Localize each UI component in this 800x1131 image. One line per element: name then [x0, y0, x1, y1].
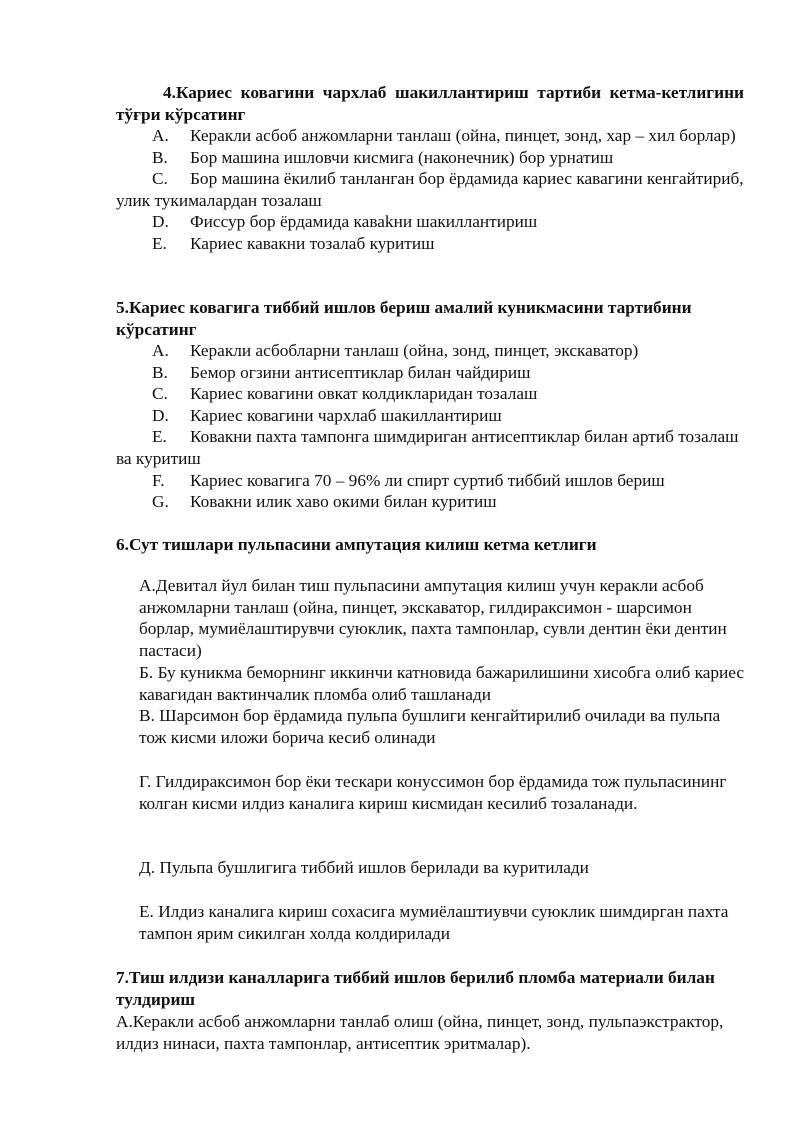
option-letter: B.	[152, 362, 168, 382]
option-item	[116, 125, 744, 147]
question-6-step-d: Д. Пульпа бушлигига тиббий ишлов берилади ва куритилади	[139, 858, 589, 877]
question-6-step-a: А.Девитал йул билан тиш пульпасини ампутация килиш учун керакли асбоб анжомларни танлаш (ойна, пинцет, экскаватор, гилдираксимон - шарсимон борлар, мумиёлаштирувчи суюклик, пахта тампонлар, сувли дентин ёки дентин пастаси)	[139, 576, 727, 660]
question-6-step-b: Б. Бу куникма беморнинг иккинчи катновида бажарилишини хисобга олиб кариес кавагидан вактинчалик пломба олиб ташланади	[139, 663, 745, 704]
option-item	[116, 491, 744, 513]
option-text: Керакли асбоб анжомларни танлаш (ойна, пинцет, зонд, хар – хил борлар)	[190, 126, 736, 145]
option-item	[116, 405, 744, 427]
option-letter: A.	[152, 126, 169, 145]
option-letter: E.	[152, 233, 167, 253]
option-text: Кариес ковагини овкат колдикларидан тозалаш	[190, 384, 538, 404]
option-text: Керакли асбобларни танлаш (ойна, зонд, пинцет, экскаватор)	[190, 341, 639, 360]
question-7-title: 7.Тиш илдизи каналларига тиббий ишлов берилиб пломба материали билан тулдириш	[116, 968, 715, 1009]
option-item	[116, 470, 744, 492]
option-letter: C.	[152, 384, 168, 404]
question-5-title: 5.Кариес ковагига тиббий ишлов бериш амалий куникмасини тартибини кўрсатинг	[116, 298, 692, 339]
option-letter: A.	[152, 341, 169, 360]
option-letter: D.	[152, 212, 169, 232]
option-item	[116, 362, 744, 384]
question-6-step-e: Е. Илдиз каналига кириш сохасига мумиёлаштиувчи суюклик шимдирган пахта тампон ярим сикилган холда колдирилади	[139, 902, 729, 943]
option-text: Кариес ковагига 70 – 96% ли спирт суртиб тиббий ишлов бериш	[190, 470, 665, 490]
option-item	[116, 211, 744, 233]
option-item	[116, 340, 744, 362]
question-5-options	[116, 340, 744, 513]
option-text: Ковакни илик хаво окими билан куритиш	[190, 492, 497, 512]
option-item	[116, 147, 744, 169]
option-letter: C.	[152, 169, 168, 189]
question-6-title: 6.Сут тишлари пульпасини ампутация килиш кетма кетлиги	[116, 535, 597, 554]
option-text: Ковакни пахта тампонга шимдириган антисептиклар билан артиб тозалаш ва куритиш	[116, 427, 739, 468]
option-item	[116, 426, 744, 469]
option-text: Бор машина ёкилиб танланган бор ёрдамида кариес кавагини кенгайтириб, улик тукималардан тозалаш	[116, 169, 744, 210]
option-letter: D.	[152, 405, 169, 425]
option-letter: F.	[152, 470, 165, 490]
question-4-title: 4.Кариес ковагини чархлаб шакиллантириш тартиби кетма-кетлигини тўғри кўрсатинг	[116, 83, 744, 124]
question-4-options	[116, 125, 744, 255]
option-text: Фиссур бор ёрдамида каваkни шакиллантириш	[190, 212, 538, 232]
question-7-step-a: А.Керакли асбоб анжомларни танлаб олиш (ойна, пинцет, зонд, пульпаэкстрактор, илдиз нинаси, пахта тампонлар, антисептик эритмалар).	[116, 1012, 724, 1053]
option-item	[116, 233, 744, 255]
question-6-step-v: В. Шарсимон бор ёрдамида пульпа бушлиги кенгайтирилиб очилади ва пульпа тож кисми иложи борича кесиб олинади	[139, 706, 721, 747]
option-text: Бемор огзини антисептиклар билан чайдириш	[190, 362, 531, 382]
question-6-step-g: Г. Гилдираксимон бор ёки тескари конуссимон бор ёрдамида тож пульпасининг колган кисми илдиз каналига кириш кисмидан кесилиб тозаланади.	[139, 772, 727, 813]
option-item	[116, 383, 744, 405]
option-letter: E.	[152, 427, 167, 447]
option-text: Кариес ковагини чархлаб шакиллантириш	[190, 405, 502, 425]
option-letter: B.	[152, 147, 168, 167]
option-text: Бор машина ишловчи кисмига (наконечник) бор урнатиш	[190, 147, 614, 167]
option-letter: G.	[152, 492, 169, 512]
option-text: Кариес кавакни тозалаб куритиш	[190, 233, 435, 253]
option-item	[116, 168, 744, 211]
